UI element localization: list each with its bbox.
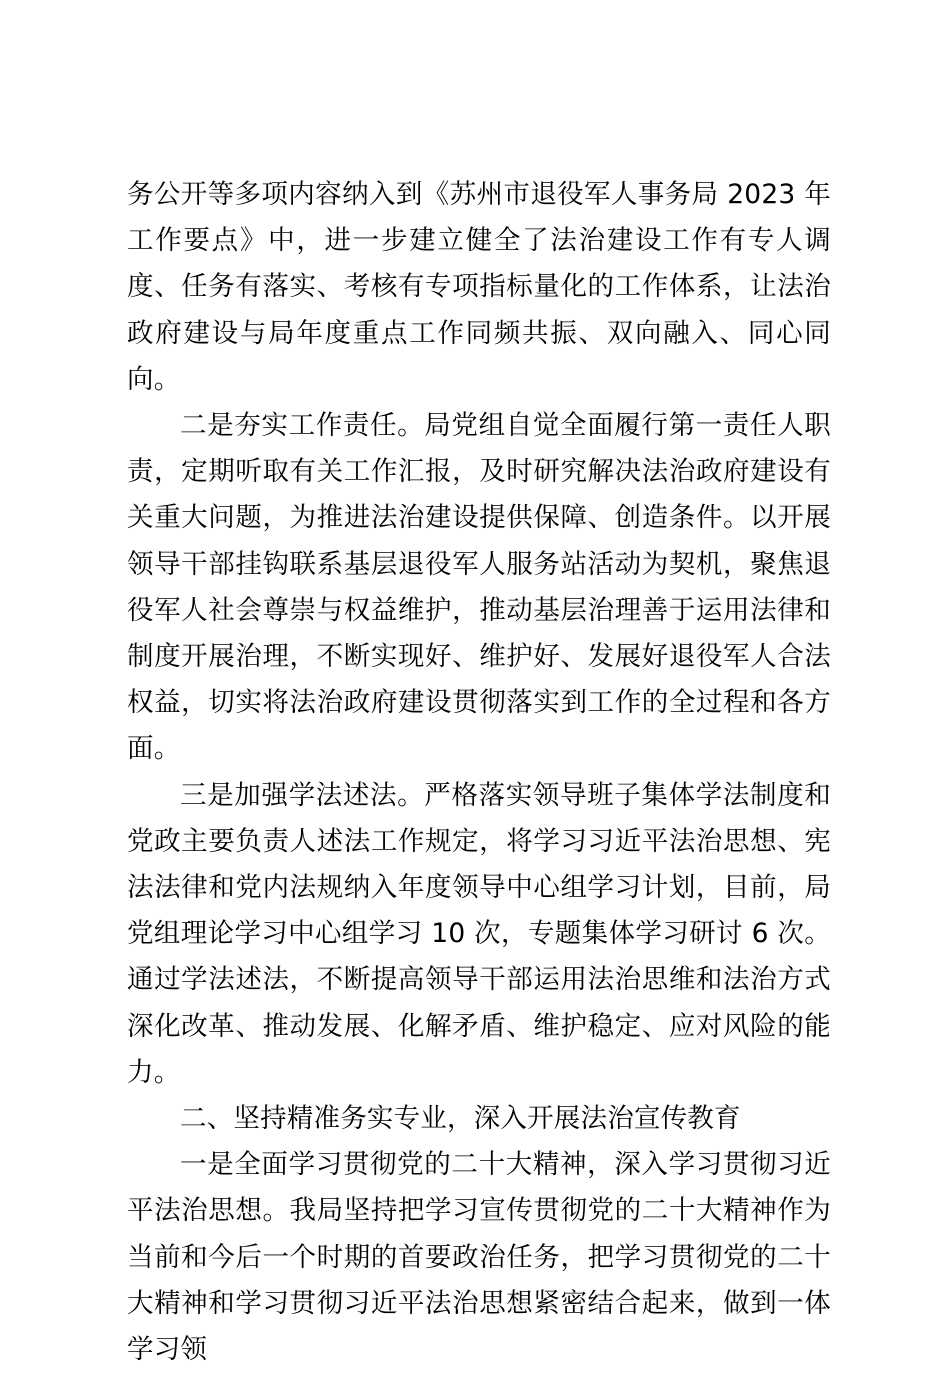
paragraph-party-congress: 一是全面学习贯彻党的二十大精神，深入学习贯彻习近平法治思想。我局坚持把学习宣传贯彻党的二十大精神作为当前和今后一个时期的首要政治任务，把学习贯彻党的二十大精神和学习贯彻习近平法治思想紧密结合起来，做到一体学习领 [127,1149,831,1366]
paragraph-law-study: 三是加强学法述法。严格落实领导班子集体学法制度和党政主要负责人述法工作规定，将学习习近平法治思想、宪法法律和党内法规纳入年度领导中心组学习计划，目前，局党组理论学习中心组学习 10 次，专题集体学习研讨 6 次。通过学法述法，不断提高领导干部运用法治思维和法治方式深化改革、推动发展、化解矛盾、维护稳定、应对风险的能力。 [127,779,831,1088]
document-body [127,172,831,1373]
paragraph-continuation: 务公开等多项内容纳入到《苏州市退役军人事务局 2023 年工作要点》中，进一步建立健全了法治建设工作有专人调度、任务有落实、考核有专项指标量化的工作体系，让法治政府建设与局年度重点工作同频共振、双向融入、同心同向。 [127,179,831,395]
section-heading-2: 二、坚持精准务实专业，深入开展法治宣传教育 [180,1103,741,1135]
paragraph-responsibility: 二是夯实工作责任。局党组自觉全面履行第一责任人职责，定期听取有关工作汇报，及时研究解决法治政府建设有关重大问题，为推进法治建设提供保障、创造条件。以开展领导干部挂钩联系基层退役军人服务站活动为契机，聚焦退役军人社会尊崇与权益维护，推动基层治理善于运用法律和制度开展治理，不断实现好、维护好、发展好退役军人合法权益，切实将法治政府建设贯彻落实到工作的全过程和各方面。 [127,410,831,765]
